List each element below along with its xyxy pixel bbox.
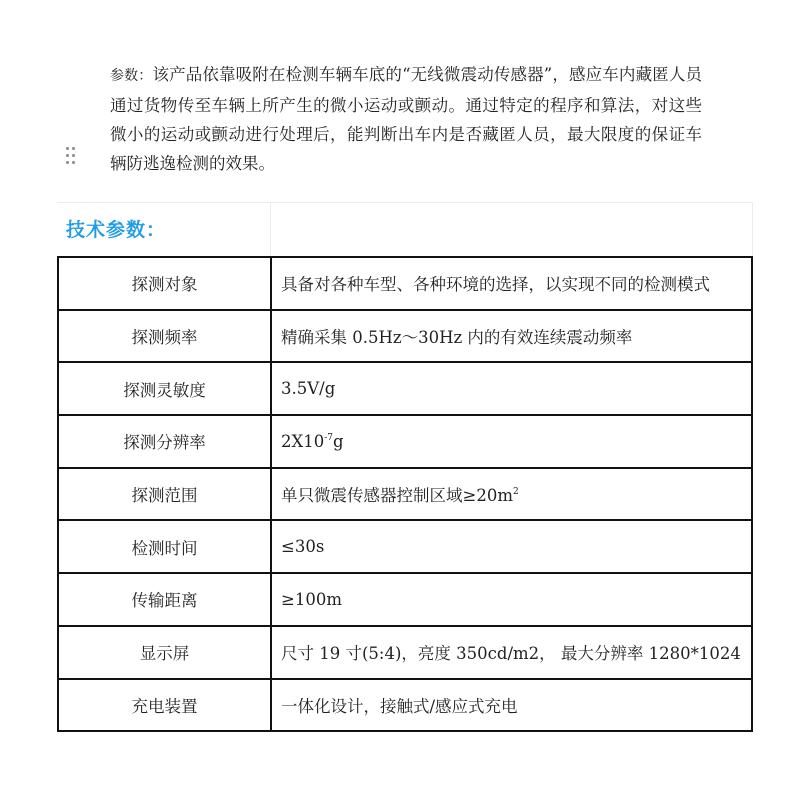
intro-label: 参数： [110, 68, 153, 84]
spec-value: 精确采集 0.5Hz～30Hz 内的有效连续震动频率 [271, 310, 752, 363]
spec-value: ≥100m [271, 573, 752, 626]
table-row [58, 520, 752, 573]
spec-key: 传输距离 [58, 573, 271, 626]
table-row [58, 626, 752, 679]
spec-key: 探测范围 [58, 468, 271, 521]
spec-value-unit: g [333, 431, 344, 451]
spec-key: 显示屏 [58, 626, 271, 679]
spec-value-main: 单只微震传感器控制区域≥20m [281, 486, 513, 506]
spec-value [271, 415, 752, 468]
intro-paragraph [110, 60, 702, 178]
intro-text: 该产品依靠吸附在检测车辆车底的“无线微震动传感器”，感应车内藏匿人员通过货物传至车辆上所产生的微小运动或颤动。通过特定的程序和算法，对这些微小的运动或颤动进行处理后，能判断出车内是否藏匿人员，最大限度的保证车辆防逃逸检测的效果。 [110, 65, 703, 173]
table-row [58, 468, 752, 521]
spec-value [271, 468, 752, 521]
spec-key: 探测对象 [58, 257, 271, 310]
spec-value: 尺寸 19 寸(5:4)，亮度 350cd/m2， 最大分辨率 1280*1024 [271, 626, 752, 679]
table-row [58, 415, 752, 468]
drag-handle-icon[interactable] [66, 147, 76, 165]
spec-value: ≤30s [271, 520, 752, 573]
section-heading-row [57, 202, 753, 256]
spec-value-exponent: -7 [324, 432, 334, 443]
table-row [58, 362, 752, 415]
spec-key: 探测频率 [58, 310, 271, 363]
spec-value-exponent: 2 [512, 487, 519, 498]
spec-value: 3.5V/g [271, 362, 752, 415]
table-row [58, 310, 752, 363]
section-title: 技术参数： [66, 219, 167, 241]
spec-key: 检测时间 [58, 520, 271, 573]
spec-value: 具备对各种车型、各种环境的选择，以实现不同的检测模式 [271, 257, 752, 310]
table-row [58, 257, 752, 310]
spec-value: 一体化设计，接触式/感应式充电 [271, 679, 752, 732]
spec-key: 探测分辨率 [58, 415, 271, 468]
table-row [58, 573, 752, 626]
spec-value-main: 2X10 [281, 431, 325, 451]
spec-table [57, 256, 753, 732]
spec-key: 探测灵敏度 [58, 362, 271, 415]
spec-key: 充电装置 [58, 679, 271, 732]
table-row [58, 679, 752, 732]
